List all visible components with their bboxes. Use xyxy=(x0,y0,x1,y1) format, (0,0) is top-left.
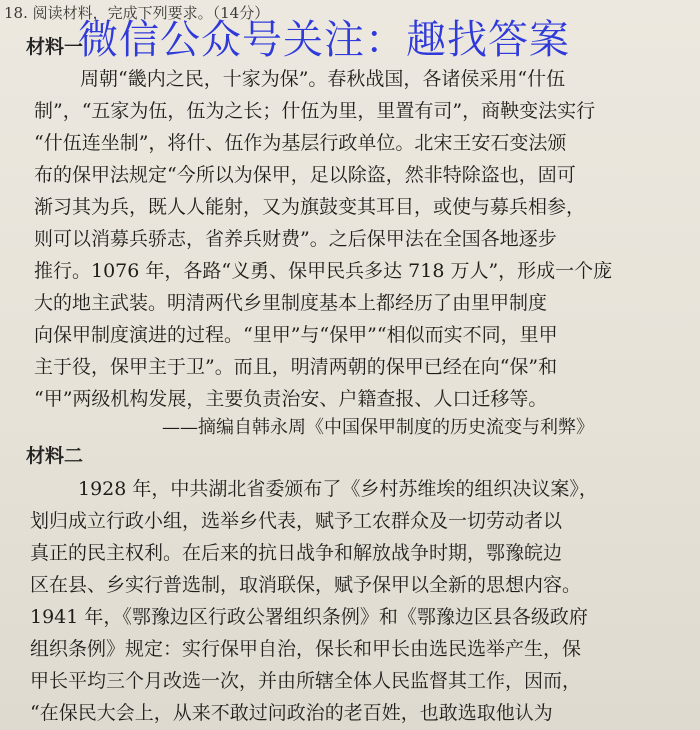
material-two-line: 组织条例》规定：实行保甲自治，保长和甲长由选民选举产生，保 xyxy=(30,638,582,660)
material-one-line: “什伍连坐制”，将什、伍作为基层行政单位。北宋王安石变法颁 xyxy=(34,132,567,154)
material-one-line: 向保甲制度演进的过程。“里甲”与“保甲”“相似而实不同，里甲 xyxy=(34,324,558,346)
material-one-source: ——摘编自韩永周《中国保甲制度的历史流变与利弊》 xyxy=(162,417,594,438)
material-one-line: 制”，“五家为伍，伍为之长；什伍为里，里置有司”，商鞅变法实行 xyxy=(34,100,596,122)
material-two-line: 区在县、乡实行普选制，取消联保，赋予保甲以全新的思想内容。 xyxy=(30,574,582,596)
material-two-label: 材料二 xyxy=(26,445,84,467)
material-one-line: 主于役，保甲主于卫”。而且，明清两朝的保甲已经在向“保”和 xyxy=(34,356,558,378)
material-two-line: 甲长平均三个月改选一次，并由所辖全体人民监督其工作，因而， xyxy=(30,670,582,692)
material-one-line: 则可以消募兵骄志，省养兵财费”。之后保甲法在全国各地逐步 xyxy=(34,228,557,250)
question-header: 18. 阅读材料，完成下列要求。（14分） xyxy=(4,4,270,22)
material-one-line: 大的地主武装。明清两代乡里制度基本上都经历了由里甲制度 xyxy=(34,292,548,314)
material-one-line: “甲”两级机构发展，主要负责治安、户籍查报、人口迁移等。 xyxy=(34,388,548,410)
material-two-line: 真正的民主权利。在后来的抗日战争和解放战争时期，鄂豫皖边 xyxy=(30,542,563,564)
material-two-line: “在保民大会上，从来不敢过问政治的老百姓，也敢选取他认为 xyxy=(30,702,553,724)
material-one-line: 推行。1076 年，各路“义勇、保甲民兵多达 718 万人”，形成一个庞 xyxy=(34,260,613,282)
material-two-line: 1928 年，中共湖北省委颁布了《乡村苏维埃的组织决议案》， xyxy=(78,478,598,500)
watermark-text: 微信公众号关注：趣找答案 xyxy=(78,17,570,63)
material-one-line: 渐习其为兵，既人人能射，又为旗鼓变其耳目，或使与募兵相参， xyxy=(34,196,586,218)
material-one-line: 周朝“畿内之民，十家为保”。春秋战国，各诸侯采用“什伍 xyxy=(80,68,566,90)
material-two-line: 1941 年，《鄂豫边区行政公署组织条例》和《鄂豫边区县各级政府 xyxy=(30,606,588,628)
material-one-line: 布的保甲法规定“今所以为保甲，足以除盗，然非特除盗也，固可 xyxy=(34,164,576,186)
material-two-line: 划归成立行政小组，选举乡代表，赋予工农群众及一切劳动者以 xyxy=(30,510,563,532)
material-one-label: 材料一 xyxy=(26,36,84,58)
